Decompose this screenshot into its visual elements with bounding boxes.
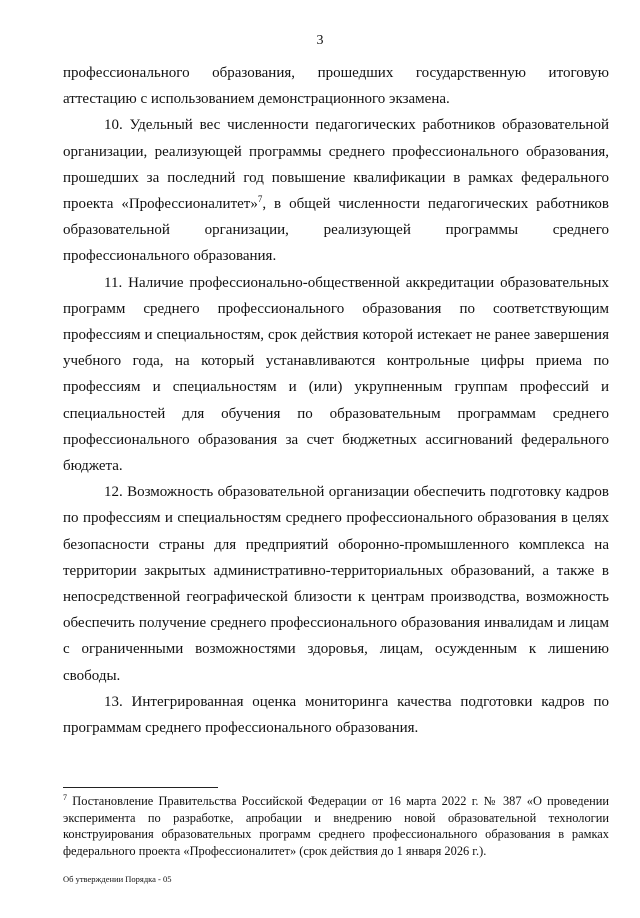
footnote-reference: 7 (257, 194, 263, 205)
paragraph-item-10 (63, 112, 609, 269)
footnote-separator (63, 787, 218, 788)
paragraph-item-12: 12. Возможность образовательной организации обеспечить подготовку кадров по профессиям и специальностям среднего профессионального образования в целях безопасности страны для предприятий оборонно-промышленного комплекса на территории закрытых административно-территориальных образований, а также в непосредственной географической близости к центрам производства, возможность обеспечить получение среднего профессионального образования инвалидам и лицам с ограниченными возможностями здоровья, лицам, осужденным к лишению свободы. (63, 484, 609, 684)
footnote (63, 793, 609, 859)
paragraph-item-13: 13. Интегрированная оценка мониторинга качества подготовки кадров по программам среднего профессионального образования. (63, 693, 609, 737)
paragraph-item-10-text: 10. Удельный вес численности педагогических работников образовательной организации, реализующей программы среднего профессионального образования, прошедших за последний год повышение квалификации в рамках федерального проекта «Профессионалитет» (63, 117, 609, 213)
document-footer: Об утверждении Порядка - 05 (63, 874, 172, 884)
paragraph-item-10-text-cont: , в общей численности педагогических работников образовательной организации, реализующей программы среднего профессионального образования. (63, 196, 609, 265)
footnote-marker: 7 (63, 792, 67, 802)
page-number: 3 (316, 33, 324, 48)
paragraph-continuation: профессионального образования, прошедших государственную итоговую аттестацию с использованием демонстрационного экзамена. (63, 65, 609, 108)
footnote-text: Постановление Правительства Российской Федерации от 16 марта 2022 г. № 387 «О проведении эксперимента по разработке, апробации и внедрению новой образовательной технологии конструирования образовательных программ среднего профессионального образования в рамках федерального проекта «Профессионалитет» (срок действия до 1 января 2026 г.). (63, 794, 609, 858)
document-body (63, 60, 609, 741)
paragraph-item-11: 11. Наличие профессионально-общественной аккредитации образовательных программ среднего профессионального образования по соответствующим профессиям и специальностям, срок действия которой истекает не ранее завершения учебного года, на который устанавливаются контрольные цифры приема по профессиям и специальностям и (или) укрупненным группам профессий и специальностей для обучения по образовательным программам среднего профессионального образования за счет бюджетных ассигнований федерального бюджета. (63, 274, 609, 475)
